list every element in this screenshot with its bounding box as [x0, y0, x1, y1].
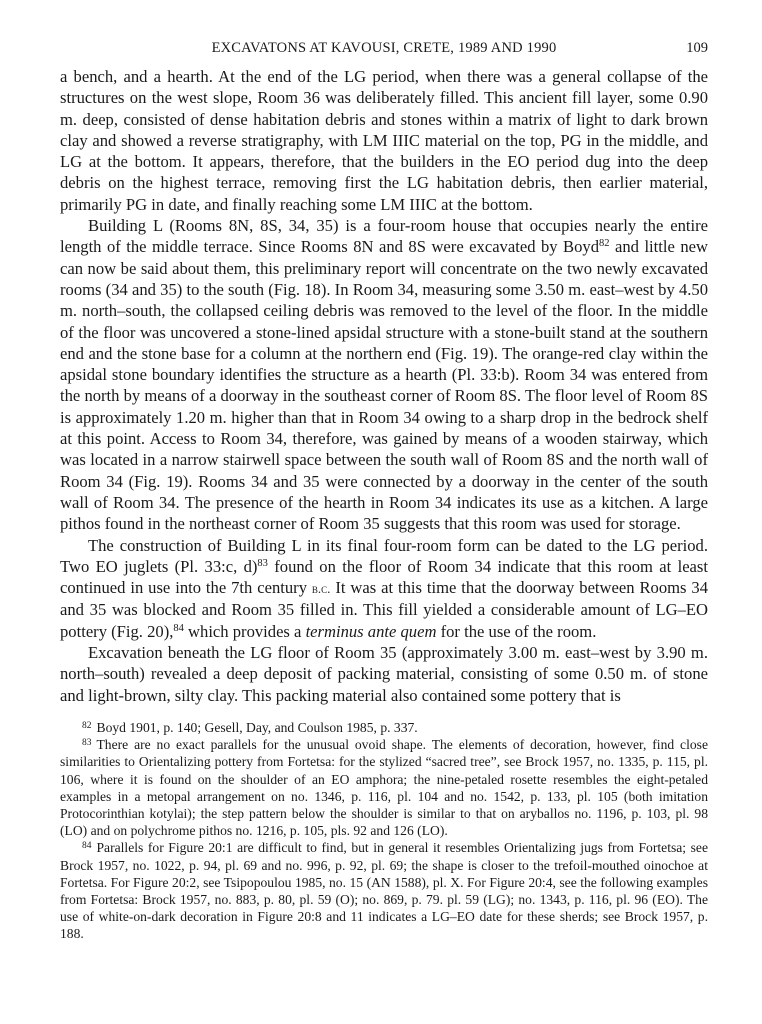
- p3-text-a: The construction of Building L in its final four-room form can be dated to the LG period. Two EO juglets (Pl. 33:c, d): [60, 535, 708, 576]
- p3-italic: terminus ante quem: [305, 621, 437, 641]
- footnotes: [60, 719, 708, 943]
- paragraph-1: a bench, and a hearth. At the end of the LG period, when there was a general collapse of the structures on the west slope, Room 36 was deliberately filled. This ancient fill layer, some 0.90 m. deep, consisted of dense habitation debris and stones within a matrix of light to dark brown clay and showed a reverse stratigraphy, with LM IIIC material on the top, PG in the middle, and LG at the bottom. It appears, therefore, that the builders in the EO period dug into the deep debris on the highest terrace, removing first the LG habitation debris, then earlier material, primarily PG in date, and finally reaching some LM IIIC at the bottom.: [60, 67, 708, 214]
- p3-text-b: found on the floor of Room 34 indicate that this room at least continued in use into the 7th century: [60, 556, 708, 598]
- footnote-text: There are no exact parallels for the unusual ovoid shape. The elements of decoration, however, find close similarities to Orientalizing pottery from Fortetsa: for the stylized “sacred tree”, see Brock 1957, no. 1335, p. 115, pl. 106, where it is found on the shoulder of an EO amphora; the nine-petaled rosette resembles the eight-petaled examples in a metopal arrangement on no. 1346, p. 116, pl. 104 and no. 1542, p. 133, pl. 105 (both imitation Protocorinthian kotylai); the step pattern below the shoulder is similar to that on aryballos no. 1196, p. 103, pl. 98 (LO) and on polychrome pithos no. 1216, p. 105, pls. 92 and 126 (LO).: [60, 737, 708, 839]
- p2-text-b: and little new can now be said about them, this preliminary report will concentrate on the two newly excavated rooms (34 and 35) to the south (Fig. 18). In Room 34, measuring some 3.50 m. east–west by 4.50 m. north–south, the collapsed ceiling debris was removed to the level of the floor. In the middle of the floor was uncovered a stone-lined apsidal structure with a stone-built stand at the southern end and the stone base for a column at the northern end (Fig. 19). The orange-red clay within the apsidal stone boundary identifies the structure as a hearth (Pl. 33:b). Room 34 was entered from the north by means of a doorway in the southeast corner of Room 8S. The floor level of Room 8S is approximately 1.20 m. higher than that in Room 34 owing to a sharp drop in the bedrock shelf at this point. Access to Room 34, therefore, was gained by means of a wooden stairway, which was located in a narrow stairwell space between the south wall of Room 8S and the north wall of Room 34 (Fig. 19). Rooms 34 and 35 were connected by a doorway in the center of the south wall of Room 34. The presence of the hearth in Room 34 indicates its use as a kitchen. A large pithos found in the northeast corner of Room 35 suggests that this room was used for storage.: [60, 237, 708, 534]
- paragraph-4: Excavation beneath the LG floor of Room 35 (approximately 3.00 m. east–west by 3.90 m. north–south) revealed a deep deposit of packing material, consisting of some 0.50 m. of stone and light-brown, silty clay. This packing material also contained some pottery that is: [60, 643, 708, 705]
- main-text: [60, 66, 708, 706]
- footnote-text: Parallels for Figure 20:1 are difficult to find, but in general it resembles Orientalizing jugs from Fortetsa; see Brock 1957, no. 1022, p. 94, pl. 69 and no. 996, p. 92, pl. 69; the shape is closer to the trefoil-mouthed oinochoe at Fortetsa. For Figure 20:2, see Tsipopoulou 1985, no. 15 (AN 1588), pl. X. For Figure 20:4, see the following examples from Fortetsa: Brock 1957, no. 883, p. 80, pl. 59 (O); no. 869, p. 79. pl. 59 (LG); no. 1343, p. 116, pl. 96 (EO). The use of white-on-dark decoration in Figure 20:8 and 11 indicates a LG–EO date for these sherds; see Brock 1957, p. 188.: [60, 840, 708, 942]
- footnote-82: [60, 719, 708, 736]
- paragraph-3: [60, 535, 708, 642]
- p3-bc: b.c.: [311, 581, 331, 597]
- footnote-ref-84[interactable]: 84: [173, 622, 184, 634]
- running-header: [60, 40, 708, 66]
- page-number: 109: [686, 40, 708, 56]
- p2-text-a: Building L (Rooms 8N, 8S, 34, 35) is a four-room house that occupies nearly the entire length of the middle terrace. Since Rooms 8N and 8S were excavated by Boyd: [60, 216, 708, 257]
- p3-text-e: for the use of the room.: [436, 621, 597, 641]
- paragraph-2: [60, 215, 708, 534]
- running-title: EXCAVATONS AT KAVOUSI, CRETE, 1989 AND 1990: [211, 40, 557, 56]
- footnote-83: [60, 736, 708, 839]
- footnote-ref-83[interactable]: 83: [257, 557, 268, 569]
- p3-text-d: which provides a: [183, 621, 306, 641]
- page: [60, 40, 708, 943]
- footnote-ref-82[interactable]: 82: [599, 238, 610, 250]
- footnote-number: 82: [82, 720, 92, 731]
- footnote-number: 83: [82, 738, 92, 749]
- footnote-text: Boyd 1901, p. 140; Gesell, Day, and Coulson 1985, p. 337.: [96, 719, 418, 735]
- footnote-number: 84: [82, 841, 92, 852]
- footnote-84: [60, 839, 708, 942]
- p3-text-c: It was at this time that the doorway between Rooms 34 and 35 was blocked and Room 35 filled in. This fill yielded a considerable amount of LG–EO pottery (Fig. 20),: [60, 578, 708, 641]
